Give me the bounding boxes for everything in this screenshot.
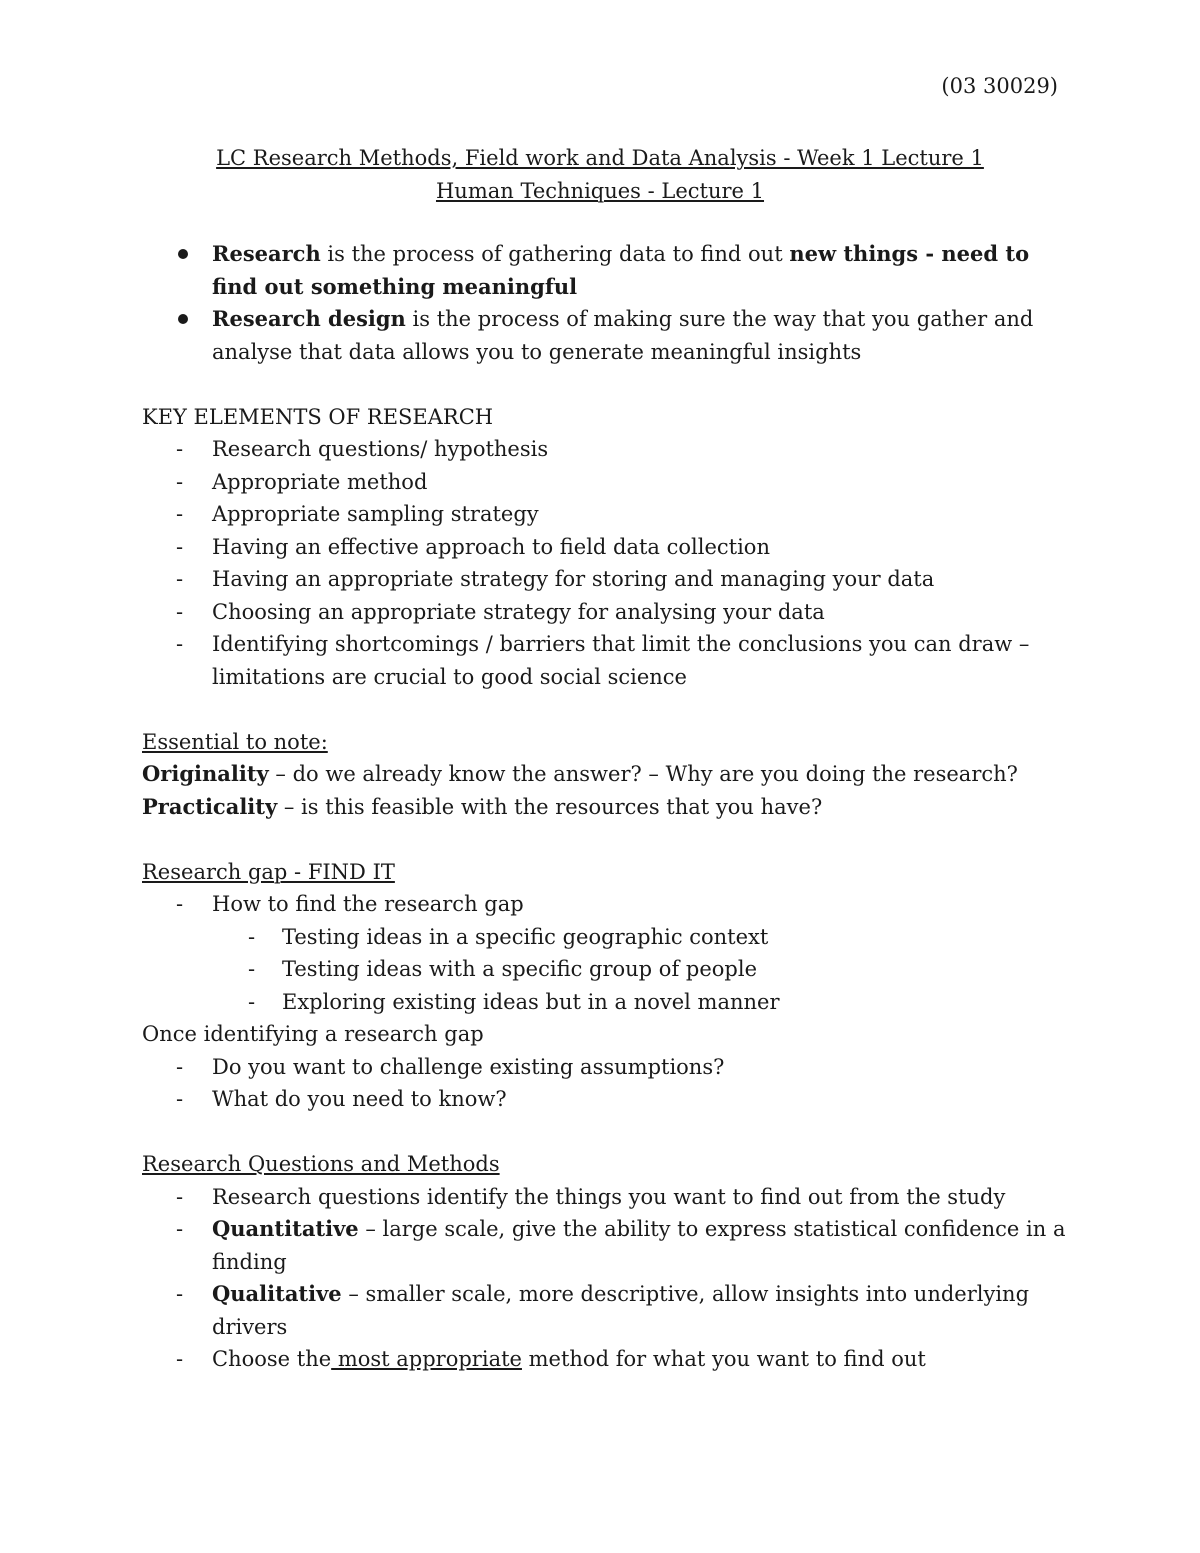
- term: Qualitative: [212, 1281, 342, 1306]
- definition-text: – large scale, give the ability to express statistical confidence in a finding: [212, 1217, 1066, 1274]
- list-item: [142, 1278, 1072, 1343]
- term: Practicality: [142, 793, 278, 819]
- research-gap-sublist: [142, 921, 1072, 1019]
- list-item: - Testing ideas in a specific geographic context: [142, 921, 1072, 954]
- list-item: - How to find the research gap: [142, 888, 1072, 921]
- key-elements-list: [142, 433, 1072, 693]
- list-item: - What do you need to know?: [142, 1083, 1072, 1116]
- document-subtitle: Human Techniques - Lecture 1: [435, 178, 765, 203]
- list-item: - Appropriate sampling strategy: [142, 498, 1072, 531]
- definition-text: is the process of making sure the way that you gather and analyse that data allows you to generate meaningful insights: [212, 307, 1034, 364]
- list-item: [142, 1213, 1072, 1278]
- term: Research: [212, 241, 321, 266]
- rq-methods-heading: Research Questions and Methods: [142, 1152, 500, 1176]
- term: Research design: [212, 306, 406, 331]
- document-title: LC Research Methods, Field work and Data Analysis - Week 1 Lecture 1: [216, 146, 984, 170]
- text: Choose the: [212, 1347, 332, 1371]
- list-item: - Research questions/ hypothesis: [142, 433, 1072, 466]
- essential-heading: Essential to note:: [142, 729, 328, 754]
- definition-text: – smaller scale, more descriptive, allow insights into underlying drivers: [212, 1282, 1030, 1339]
- list-item: - Having an appropriate strategy for storing and managing your data: [142, 563, 1072, 596]
- underlined-text: most appropriate: [331, 1347, 522, 1371]
- title-block: [0, 142, 1200, 207]
- page-identifier: (03 30029): [941, 74, 1058, 98]
- list-item: - Exploring existing ideas but in a novel manner: [142, 986, 1072, 1019]
- document-body: [142, 238, 1072, 1376]
- rq-methods-list: [142, 1181, 1072, 1376]
- definition-text: – is this feasible with the resources that you have?: [277, 794, 823, 819]
- emphasis: new things - need to find out something meaningful: [212, 241, 1030, 299]
- list-item: [142, 1343, 1072, 1376]
- research-gap-heading: Research gap - FIND IT: [142, 859, 395, 884]
- term: Originality: [142, 761, 269, 786]
- list-item: - Research questions identify the things you want to find out from the study: [142, 1181, 1072, 1214]
- once-identifying-list: [142, 1051, 1072, 1116]
- originality-line: [142, 758, 1072, 791]
- list-item: - Having an effective approach to field data collection: [142, 531, 1072, 564]
- key-elements-heading: KEY ELEMENTS OF RESEARCH: [142, 404, 494, 429]
- definition-list: [142, 238, 1072, 368]
- list-item: - Testing ideas with a specific group of people: [142, 953, 1072, 986]
- list-item: - Appropriate method: [142, 466, 1072, 499]
- research-gap-list: [142, 888, 1072, 921]
- list-item: - Identifying shortcomings / barriers that limit the conclusions you can draw – limitations are crucial to good social science: [142, 628, 1072, 693]
- list-item: - Do you want to challenge existing assumptions?: [142, 1051, 1072, 1084]
- once-identifying-line: Once identifying a research gap: [142, 1022, 484, 1046]
- list-item: [142, 238, 1072, 303]
- term: Quantitative: [212, 1216, 359, 1241]
- definition-text: – do we already know the answer? – Why are you doing the research?: [268, 762, 1018, 786]
- practicality-line: [142, 791, 1072, 824]
- definition-text: is the process of gathering data to find out: [320, 242, 790, 266]
- list-item: [142, 303, 1072, 368]
- text: method for what you want to find out: [521, 1347, 926, 1371]
- list-item: - Choosing an appropriate strategy for analysing your data: [142, 596, 1072, 629]
